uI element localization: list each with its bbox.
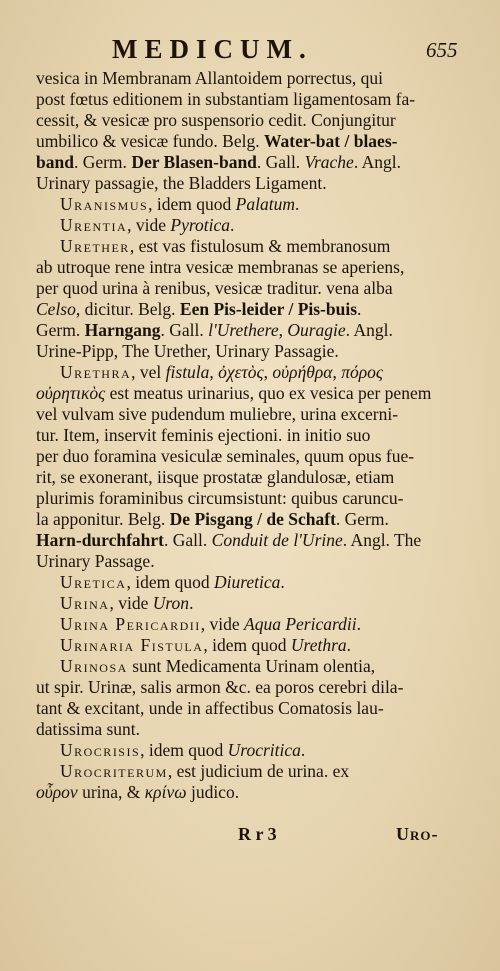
text-line: ab utroque rene intra vesicæ membranas se aperiens, xyxy=(36,257,405,277)
text-line: rit, se exonerant, iisque prostatæ glandulosæ, etiam xyxy=(36,467,395,487)
text-line: Celso, dicitur. Belg. Een Pis-leider / Pis-buis. xyxy=(36,299,362,319)
entry-urocrisis: Urocrisis, idem quod Urocritica. xyxy=(60,740,306,760)
entry-urina-pericardii: Urina Pericardii, vide Aqua Pericardii. xyxy=(60,614,361,634)
text-line: plurimis foraminibus circumsistunt: quibus caruncu- xyxy=(36,488,404,508)
text-line: Urinary passagie, the Bladders Ligament. xyxy=(36,173,327,193)
page-footer xyxy=(0,824,500,854)
text-line: tur. Item, inservit feminis ejectioni. in initio suo xyxy=(36,425,371,445)
text-line: band. Germ. Der Blasen-band. Gall. Vrache. Angl. xyxy=(36,152,401,172)
entry-urinosa: Urinosa sunt Medicamenta Urinam olentia, xyxy=(60,656,376,676)
entry-urentia: Urentia, vide Pyrotica. xyxy=(60,215,235,235)
signature-mark: R r 3 xyxy=(238,824,277,844)
text-line: vel vulvam sive pudendum muliebre, urina excerni- xyxy=(36,404,399,424)
text-line: post fœtus editionem in substantiam ligamentosam fa- xyxy=(36,89,416,109)
page-number: 655 xyxy=(426,38,458,62)
text-line: vesica in Membranam Allantoidem porrectus, qui xyxy=(36,68,383,88)
text-line: datissima sunt. xyxy=(36,719,141,739)
entry-urocriterum: Urocriterum, est judicium de urina. ex xyxy=(60,761,350,781)
text-line: οὖρον urina, & κρίνω judico. xyxy=(36,782,240,802)
page-header xyxy=(0,34,500,68)
text-line: tant & excitant, unde in affectibus Comatosis lau- xyxy=(36,698,384,718)
dictionary-text xyxy=(36,68,464,803)
text-line: Harn-durchfahrt. Gall. Conduit de l'Urine. Angl. The xyxy=(36,530,422,550)
catchword: Uro- xyxy=(396,824,439,844)
entry-uranismus: Uranismus, idem quod Palatum. xyxy=(60,194,300,214)
text-line: la apponitur. Belg. De Pisgang / de Schaft. Germ. xyxy=(36,509,389,529)
entry-uretica: Uretica, idem quod Diuretica. xyxy=(60,572,285,592)
text-line: ut spir. Urinæ, salis armon &c. ea poros cerebri dila- xyxy=(36,677,404,697)
text-line: Germ. Harngang. Gall. l'Urethere, Ouragie. Angl. xyxy=(36,320,393,340)
text-line: Urinary Passage. xyxy=(36,551,155,571)
text-line: cessit, & vesicæ pro suspensorio cedit. Conjungitur xyxy=(36,110,396,130)
entry-urinaria-fistula: Urinaria Fistula, idem quod Urethra. xyxy=(60,635,352,655)
text-line: per quod urina à renibus, vesicæ traditur. vena alba xyxy=(36,278,393,298)
text-line: umbilico & vesicæ fundo. Belg. Water-bat / blaes- xyxy=(36,131,398,151)
text-line: οὐρητικὸς est meatus urinarius, quo ex vesica per penem xyxy=(36,383,432,403)
running-head: MEDICUM. xyxy=(112,34,313,64)
text-line: Urine-Pipp, The Urether, Urinary Passagie. xyxy=(36,341,339,361)
entry-urina: Urina, vide Uron. xyxy=(60,593,194,613)
entry-urethra: Urethra, vel fistula, ὀχετὸς, οὐρήθρα, πόρος xyxy=(60,362,383,382)
entry-urether: Urether, est vas fistulosum & membranosum xyxy=(60,236,391,256)
text-line: per duo foramina vesiculæ seminales, quum opus fue- xyxy=(36,446,415,466)
